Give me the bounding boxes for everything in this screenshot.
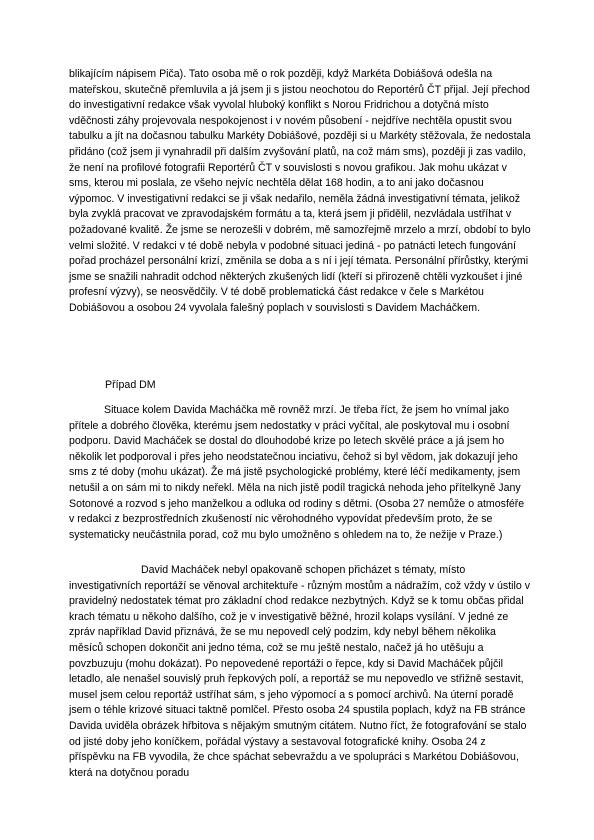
paragraph-case-dm-continued <box>69 563 531 781</box>
paragraph-case-dm <box>69 403 531 543</box>
paragraph-text: Situace kolem Davida Macháčka mě rovněž mrzí. Je třeba říct, že jsem ho vnímal jako přítele a dobrého člověka, kterému jsem nedostatky v práci vyčítal, ale poskytoval mu i osobní podporu. David Macháček se dostal do dlouhodobé krize po letech skvělé práce a já jsem ho několik let podporoval i přes jeho neodstatečnou inciativu, čehož si byl vědom, jak dokazují jeho sms z té doby (mohu ukázat). Že má jistě psychologické problémy, které léčí medikamenty, jsem netušil a on sám mi to nikdy neřekl. Měla na nich jistě podíl tragická nehoda jeho přítelkyně Jany Sotonové a rozvod s jeho manželkou a odluka od rodiny s dětmi. (Osoba 27 nemůže o atmosféře v redakci z bezprostředních zkušeností nic věrohodného vypovídat především proto, že se systematicky neučástnila porad, což mu bylo umožněno s ohledem na to, že nežije v Praze.) <box>69 404 525 541</box>
section-heading: Případ DM <box>105 379 156 391</box>
paragraph-text: David Macháček nebyl opakovaně schopen přicházet s tématy, místo investigativních reportáží se věnoval architektuře - různým mostům a nádražím, což vždy v ústilo v pravidelný nedostatek témat pro základní chod redakce nezbytných. Když se k tomu občas přidal krach tématu u někoho dalšího, což je v investigativě běžné, hrozil kolaps vysílání. V jedné ze zpráv například David přiznává, že se mu nepovedl celý podzim, kdy nebyl během několika měsíců schopen dokončit ani jedno téma, což se mu ještě nestalo, načež já ho utěšuju a povzbuzuju (mohu dokázat). Po nepovedené reportáži o řepce, kdy si David Macháček půjčil letadlo, ale nenašel souvislý pruh řepkových polí, a reportáž se mu nepovedlo ve střižně sestavit, musel jsem celou reportáž ustříhat sám, s jeho výpomocí a s pomocí archivů. Na úterní poradě jsem o téhle krizové situaci taktně pomlčel. Přesto osoba 24 spustila poplach, když na FB stránce Davida uviděla obrázek hřbitova s nějakým smutným citátem. Nutno říct, že fotografování se stalo od jisté doby jeho koníčkem, pořádal výstavy a sestavoval fotografické knihy. Osoba 24 z příspěvku na FB vyvodila, že chce spáchat sebevraždu a ve spolupráci s Markétou Dobiášovou, která na dotyčnou poradu <box>69 564 531 779</box>
paragraph-intro <box>69 67 531 317</box>
paragraph-text: blikajícím nápisem Piča). Tato osoba mě o rok později, když Markéta Dobiášová odešla na mateřskou, skutečně přemluvila a já jsem ji s jistou neochotou do Reportérů ČT přijal. Její přechod do investigativní redakce však vyvolal hluboký konflikt s Norou Fridrichou a dotyčná místo vděčnosti záhy projevovala nespokojenost i v novém působení - nejdříve nechtěla opustit svou tabulku a jít na dočasnou tabulku Markéty Dobiášové, později si u Markéty stěžovala, že nedostala přidáno (což jsem ji vynahradil při dalším zvyšování platů, na což mám sms), později ji zas vadilo, že není na profilové fotografii Reportérů ČT v souvislosti s novou grafikou. Jak mohu ukázat v sms, kterou mi poslala, ze všeho nejvíc nechtěla dělat 168 hodin, a to ani jako dočasnou výpomoc. V investigativní redakci se ji však nedařilo, neměla žádná investigativní témata, jelikož byla zvyklá pracovat ve zpravodajském formátu a ta, která jsem ji přidělil, nezvládala ustříhat v požadované kvalitě. Že jsme se nerozešli v dobrém, mě samozřejmě mrzelo a mrzí, období to bylo velmi složité. V redakci v té době nebyla v podobné situaci jediná - po patnácti letech fungování pořad procházel personální krizí, změnila se doba a s ní i její témata. Personální přírůstky, kterými jsme se snažili nahradit odchod některých zkušených lidí (kteří si přirozeně chtěli vyzkoušet i jiné profesní výzvy), se neosvědčily. V té době problematická část redakce v čele s Markétou Dobiášovou a osobou 24 vyvolala falešný poplach v souvislosti s Davidem Macháčkem. <box>69 68 531 314</box>
